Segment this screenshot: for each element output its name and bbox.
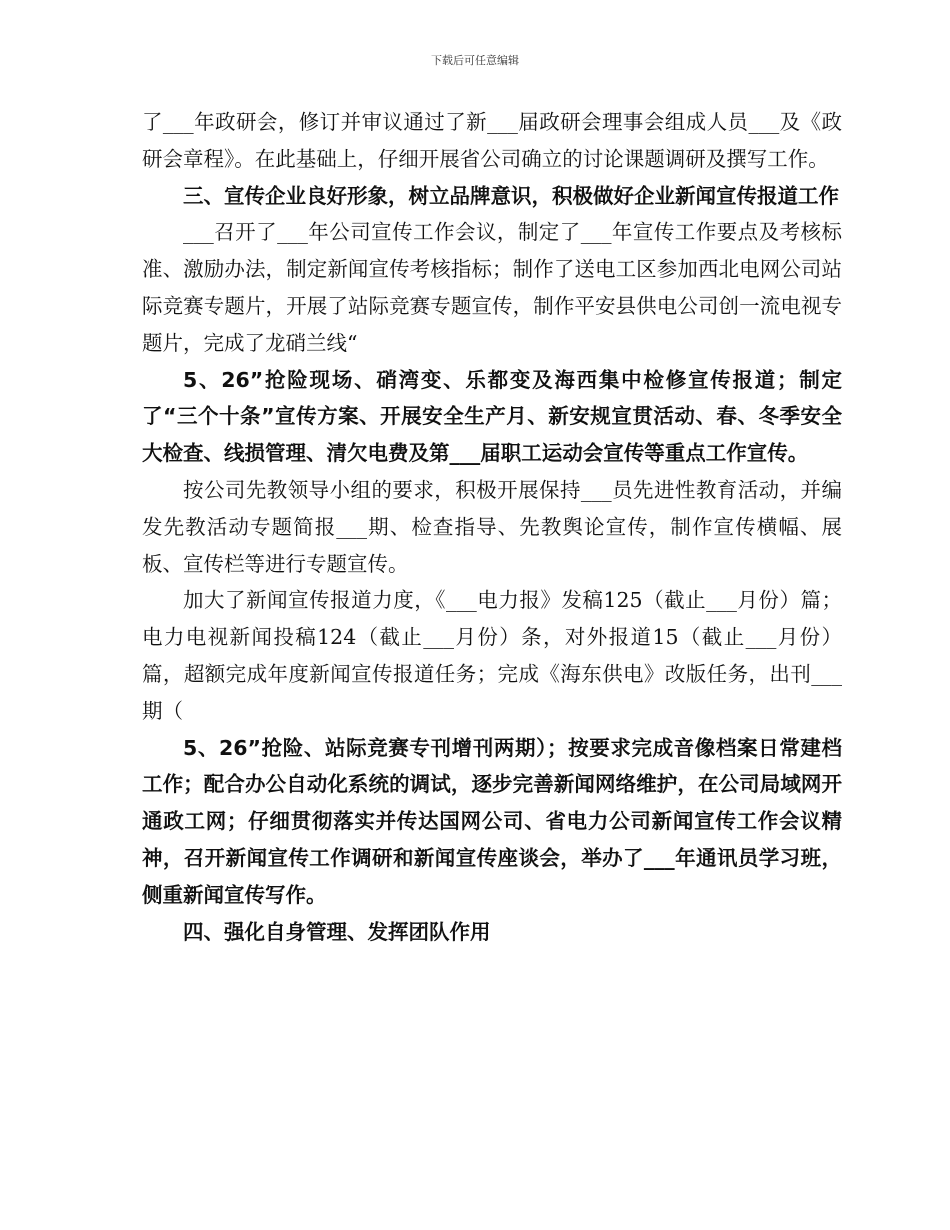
- paragraph-1: 了___年政研会，修订并审议通过了新___届政研会理事会组成人员___及《政研会章程》。在此基础上，仔细开展省公司确立的讨论课题调研及撰写工作。: [142, 110, 842, 171]
- header-note: 下载后可任意编辑: [431, 54, 519, 67]
- paragraph-4: 按公司先教领导小组的要求，积极开展保持___员先进性教育活动，并编发先教活动专题简报___期、检查指导、先教舆论宣传，制作宣传横幅、展板、宣传栏等进行专题宣传。: [142, 477, 842, 576]
- section-heading-4: 四、强化自身管理、发挥团队作用: [183, 919, 491, 944]
- document-body: [142, 104, 842, 950]
- section-heading-3: 三、宣传企业良好形象，树立品牌意识，积极做好企业新闻宣传报道工作: [183, 183, 839, 208]
- paragraph-6: 5、26”抢险、站际竞赛专刊增刊两期）；按要求完成音像档案日常建档工作；配合办公自动化系统的调试，逐步完善新闻网络维护，在公司局域网开通政工网；仔细贯彻落实并传达国网公司、省电力公司新闻宣传工作会议精神，召开新闻宣传工作调研和新闻宣传座谈会，举办了___年通讯员学习班，侧重新闻宣传写作。: [142, 735, 842, 907]
- paragraph-3: 5、26”抢险现场、硝湾变、乐都变及海西集中检修宣传报道；制定了“三个十条”宣传方案、开展安全生产月、新安规宣贯活动、春、冬季安全大检查、线损管理、清欠电费及第___届职工运动会宣传等重点工作宣传。: [142, 367, 842, 466]
- paragraph-5: 加大了新闻宣传报道力度，《___电力报》发稿125（截止___月份）篇；电力电视新闻投稿124（截止___月份）条，对外报道15（截止___月份）篇，超额完成年度新闻宣传报道任务；完成《海东供电》改版任务，出刊___期（: [142, 588, 842, 723]
- paragraph-2: ___召开了___年公司宣传工作会议，制定了___年宣传工作要点及考核标准、激励办法，制定新闻宣传考核指标；制作了送电工区参加西北电网公司站际竞赛专题片，开展了站际竞赛专题宣传，制作平安县供电公司创一流电视专题片，完成了龙硝兰线“: [142, 220, 842, 355]
